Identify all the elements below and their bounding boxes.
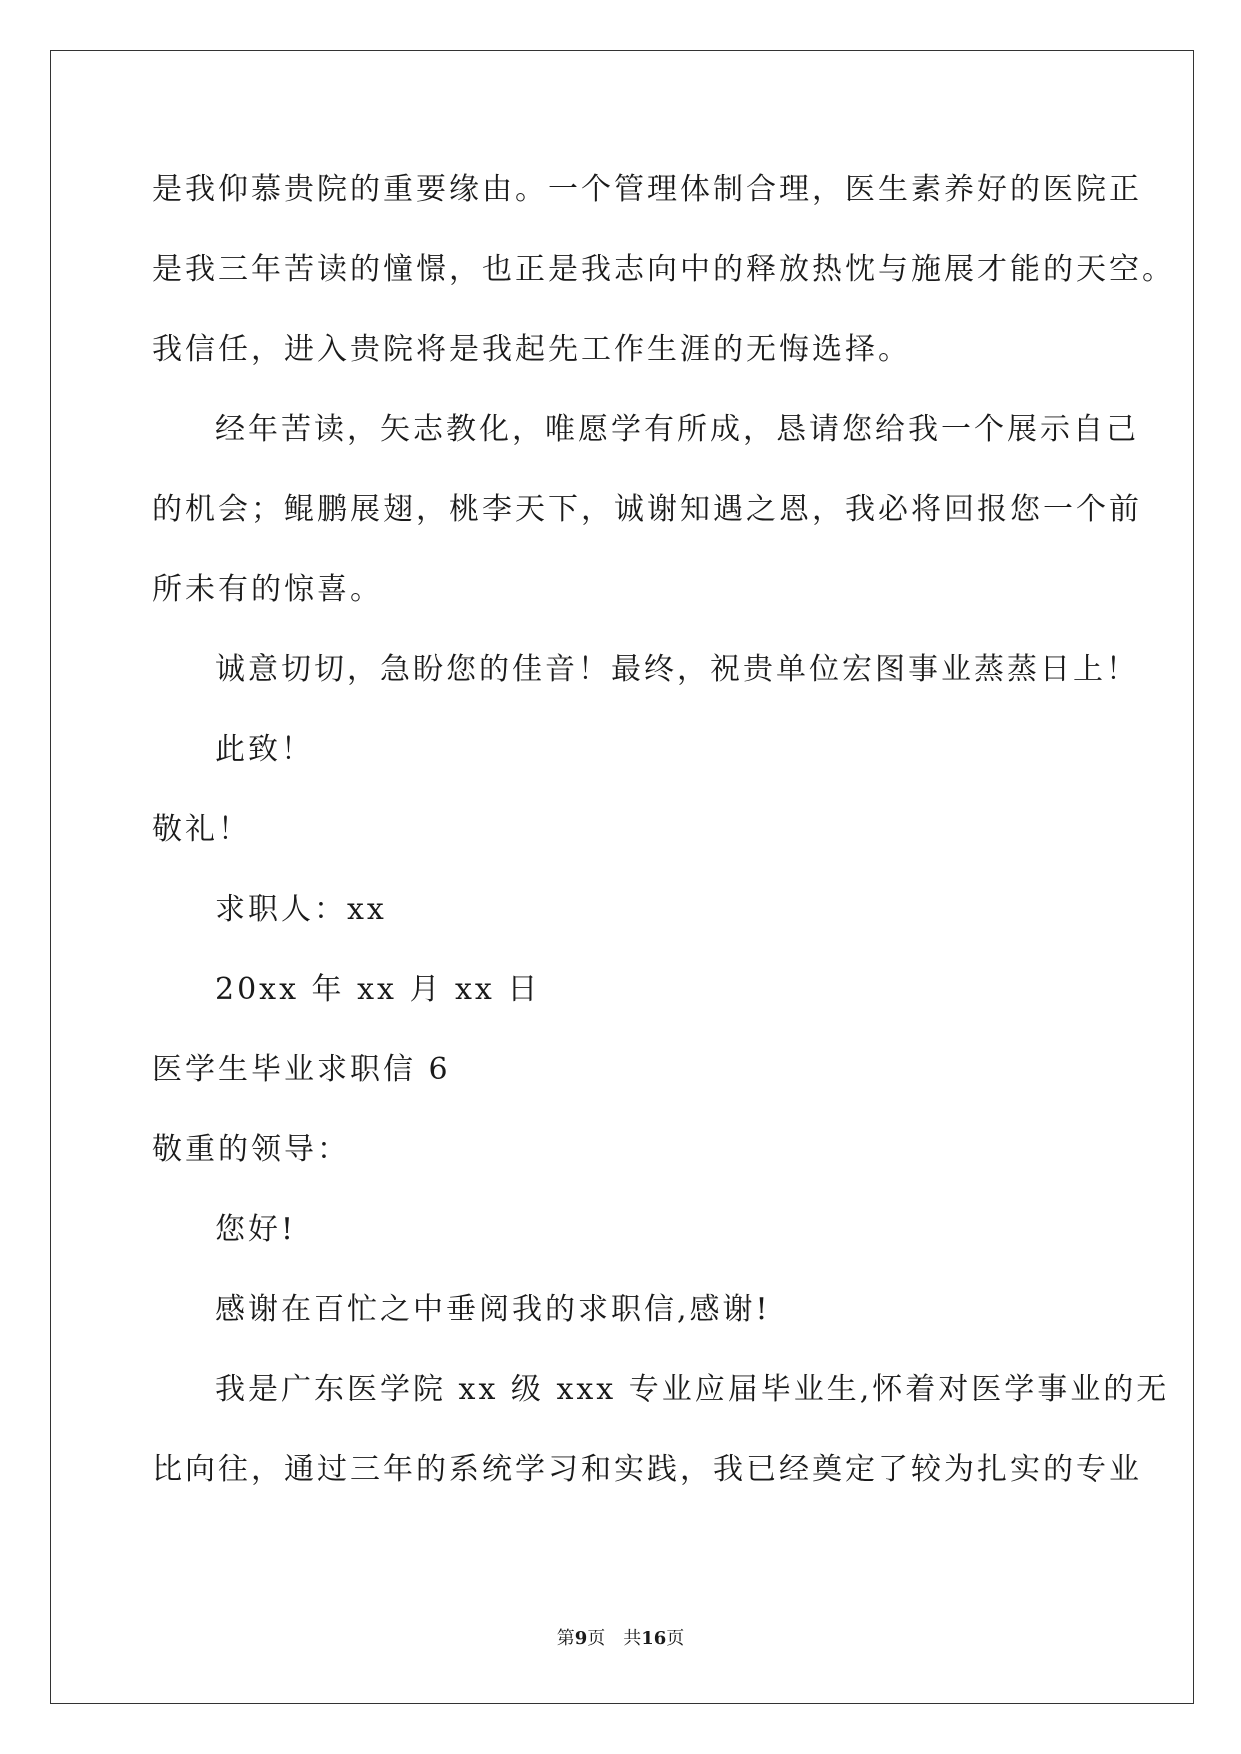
body-line-17: 比向往，通过三年的系统学习和实践，我已经奠定了较为扎实的专业: [152, 1452, 1142, 1487]
salute-line: 敬礼！: [152, 812, 251, 847]
total-pages: 16: [641, 1628, 667, 1649]
greeting-line: 敬重的领导：: [152, 1132, 350, 1167]
page-prefix: 第: [556, 1628, 575, 1649]
body-line-7: 诚意切切，急盼您的佳音！最终，祝贵单位宏图事业蒸蒸日上！: [215, 652, 1139, 687]
body-line-16: 我是广东医学院 xx 级 xxx 专业应届毕业生,怀着对医学事业的无: [215, 1372, 1170, 1407]
signature-line: 求职人：xx: [215, 892, 387, 927]
page-footer: [0, 1627, 1241, 1651]
body-line-1: 是我仰慕贵院的重要缘由。一个管理体制合理，医生素养好的医院正: [152, 172, 1142, 207]
total-suffix: 页: [666, 1628, 685, 1649]
body-line-4: 经年苦读，矢志教化，唯愿学有所成，恳请您给我一个展示自己: [215, 412, 1139, 447]
total-prefix: 共: [623, 1628, 642, 1649]
body-line-5: 的机会；鲲鹏展翅，桃李天下，诚谢知遇之恩，我必将回报您一个前: [152, 492, 1142, 527]
page-suffix: 页: [587, 1628, 606, 1649]
body-line-3: 我信任，进入贵院将是我起先工作生涯的无悔选择。: [152, 332, 911, 367]
body-line-6: 所未有的惊喜。: [152, 572, 383, 607]
closing-line: 此致！: [215, 732, 314, 767]
hello-line: 您好!: [215, 1212, 297, 1247]
body-line-2: 是我三年苦读的憧憬，也正是我志向中的释放热忱与施展才能的天空。: [152, 252, 1175, 287]
date-line: 20xx 年 xx 月 xx 日: [215, 972, 541, 1007]
section-title: 医学生毕业求职信 6: [152, 1052, 451, 1087]
body-line-15: 感谢在百忙之中垂阅我的求职信,感谢!: [215, 1292, 771, 1327]
page-number: 9: [574, 1628, 588, 1649]
